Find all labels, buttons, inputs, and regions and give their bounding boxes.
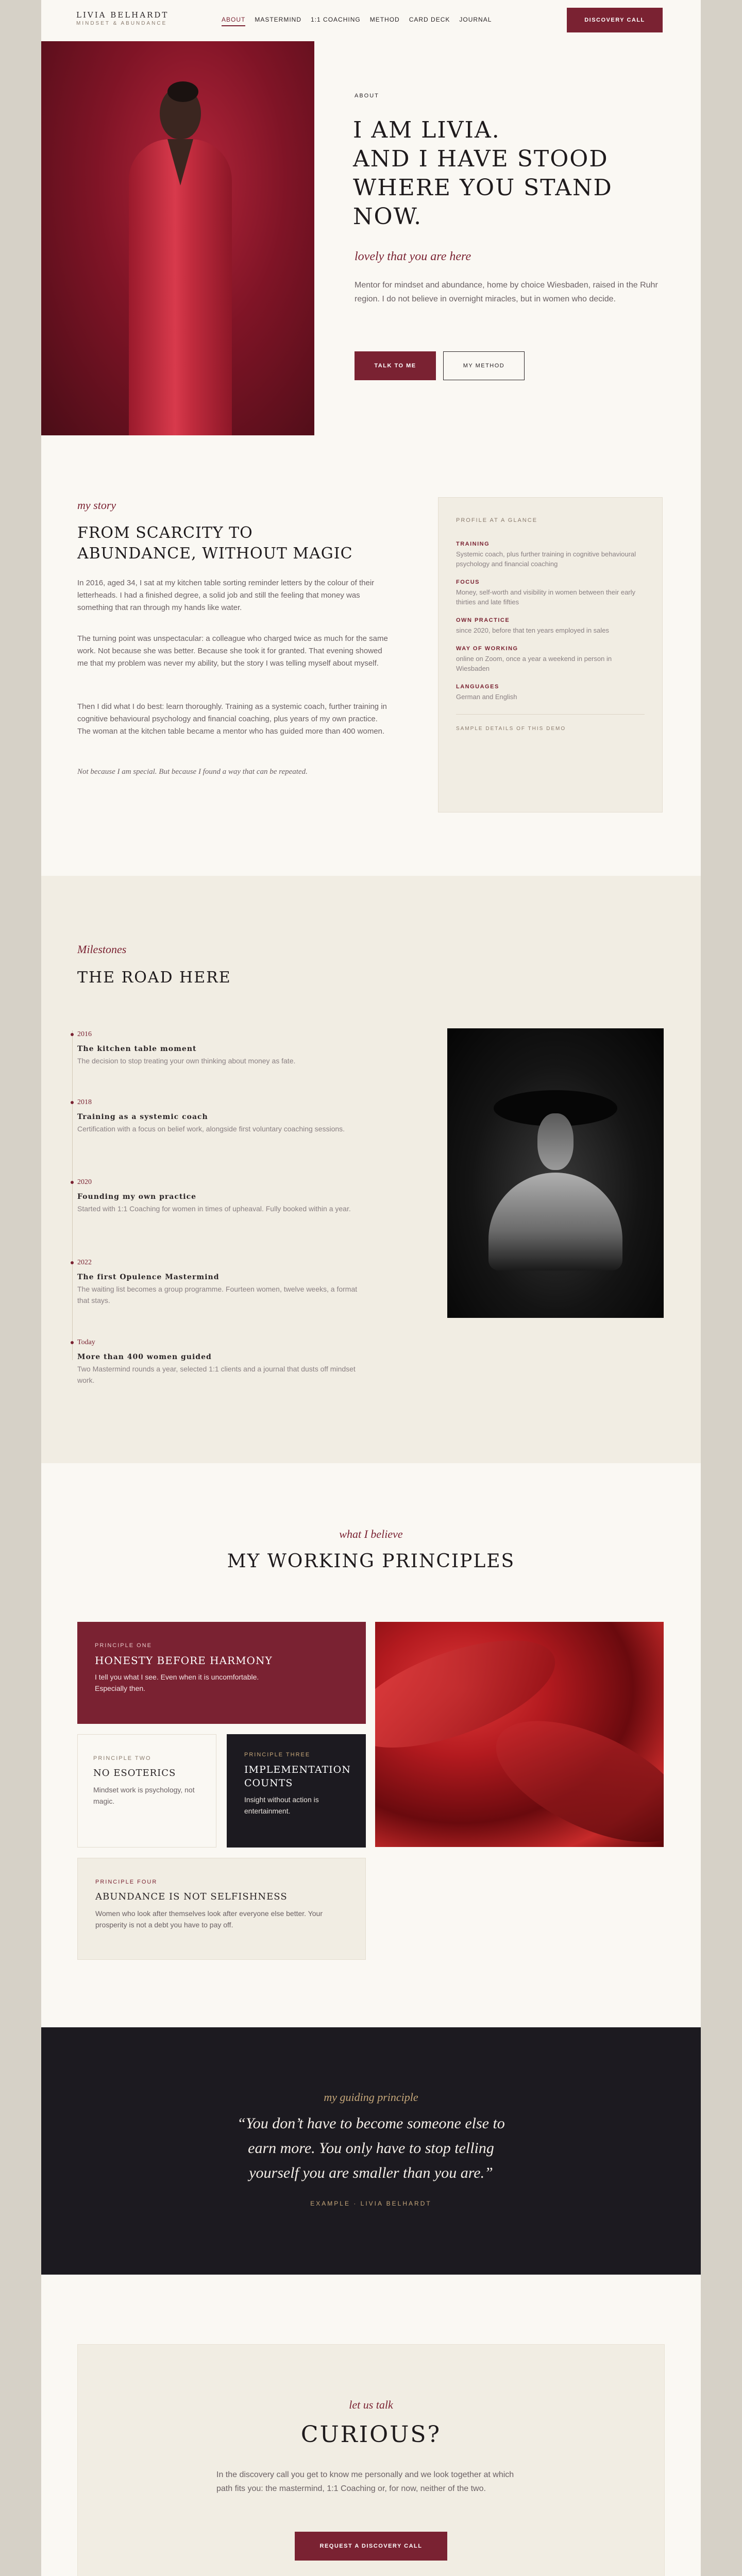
principle-card-three <box>227 1734 366 1848</box>
principle-desc: I tell you what I see. Even when it is uncomfortable. Especially then. <box>95 1673 259 1692</box>
profile-heading: PROFILE AT A GLANCE <box>456 517 538 523</box>
milestone-dot <box>71 1341 74 1344</box>
hero-title-line-2: AND I HAVE STOOD <box>353 146 609 172</box>
principles-red-fabric-image <box>375 1622 664 1847</box>
quote-line-3: yourself you are smaller than you are.” <box>249 2164 493 2181</box>
cta-body: In the discovery call you get to know me personally and we look together at which path fits you: the mastermind, 1:1 Coaching or, for now, neither of the two. <box>216 2470 514 2493</box>
hero-portrait <box>41 41 314 435</box>
milestone-title: More than 400 women guided <box>77 1353 212 1361</box>
milestone-title: The first Opulence Mastermind <box>77 1273 220 1281</box>
profile-item-languages-value: German and English <box>456 693 517 701</box>
milestone-desc: The waiting list becomes a group programme. Fourteen women, twelve weeks, a format that stays. <box>77 1285 358 1304</box>
milestone-dot <box>71 1033 74 1036</box>
quote-eyebrow: my guiding principle <box>324 2091 418 2104</box>
profile-footer: SAMPLE DETAILS OF THIS DEMO <box>456 726 566 732</box>
guiding-quote <box>41 2111 701 2185</box>
profile-item-working-label: WAY OF WORKING <box>456 646 518 652</box>
milestone-year: 2018 <box>77 1098 92 1106</box>
cta-request-discovery-call-button[interactable]: REQUEST A DISCOVERY CALL <box>295 2532 447 2561</box>
story-paragraph-1: In 2016, aged 34, I sat at my kitchen table sorting reminder letters by the colour of their letterheads. I had a finished degree, a solid job and still the feeling that money was something that ran through my hands like water. <box>77 579 375 612</box>
hero-eyebrow: ABOUT <box>355 93 379 99</box>
milestone-desc: The decision to stop treating your own thinking about money as fate. <box>77 1057 296 1065</box>
story-title-line-2: ABUNDANCE, WITHOUT MAGIC <box>77 545 353 563</box>
principle-desc: Insight without action is entertainment. <box>244 1795 319 1815</box>
timeline-line <box>72 1030 73 1360</box>
hero-title <box>353 116 613 231</box>
milestone-year: 2020 <box>77 1178 92 1186</box>
profile-item-training-label: TRAINING <box>456 541 490 547</box>
hero-subtitle: lovely that you are here <box>355 250 471 263</box>
photo-shoulders <box>488 1173 622 1270</box>
header-discovery-call-button[interactable]: DISCOVERY CALL <box>567 8 663 32</box>
profile-item-languages-label: LANGUAGES <box>456 684 499 690</box>
cta-title: CURIOUS? <box>300 2421 442 2448</box>
milestone-2020 <box>77 1178 366 1214</box>
milestone-dot <box>71 1261 74 1264</box>
hero-title-line-4: NOW. <box>353 204 423 230</box>
milestone-title: The kitchen table moment <box>77 1045 197 1053</box>
site-header <box>41 0 701 41</box>
fabric-fold-2 <box>479 1696 664 1847</box>
principle-label: PRINCIPLE TWO <box>93 1755 151 1761</box>
story-quote: Not because I am special. But because I found a way that can be repeated. <box>77 768 308 776</box>
nav-about[interactable]: ABOUT <box>222 16 245 26</box>
profile-item-practice-value: since 2020, before that ten years employed in sales <box>456 626 610 634</box>
principle-title: NO ESOTERICS <box>93 1768 176 1778</box>
hero-title-line-3: WHERE YOU STAND <box>353 175 613 201</box>
story-paragraph-2: The turning point was unspectacular: a colleague who charged twice as much for the same work. Not because she was better. Because she took it for granted. That evening showed me that my problem was never my ability, but the story I was telling myself about myself. <box>77 634 388 668</box>
brand-tagline: MINDSET & ABUNDANCE <box>76 21 167 26</box>
principle-title: ABUNDANCE IS NOT SELFISHNESS <box>95 1891 288 1902</box>
principle-desc: Women who look after themselves look after everyone else better. Your prosperity is not a debt you have to pay off. <box>95 1909 323 1929</box>
milestone-today <box>77 1338 366 1386</box>
quote-attribution: EXAMPLE · LIVIA BELHARDT <box>310 2200 432 2207</box>
story-title <box>77 523 353 564</box>
brand-name[interactable]: LIVIA BELHARDT <box>76 10 169 20</box>
milestones-photo <box>447 1028 664 1318</box>
nav-card-deck[interactable]: CARD DECK <box>409 16 450 23</box>
story-title-line-1: FROM SCARCITY TO <box>77 524 253 542</box>
my-method-button[interactable]: MY METHOD <box>443 351 525 380</box>
principle-desc: Mindset work is psychology, not magic. <box>93 1786 195 1805</box>
milestone-2016 <box>77 1030 366 1066</box>
hero-title-line-1: I AM LIVIA. <box>353 117 500 143</box>
principle-label: PRINCIPLE THREE <box>244 1752 311 1758</box>
portrait-figure <box>119 88 242 435</box>
profile-item-training-value: Systemic coach, plus further training in cognitive behavioural psychology and financial coaching <box>456 550 636 568</box>
milestones-title: THE ROAD HERE <box>77 969 231 987</box>
milestone-2022 <box>77 1259 366 1306</box>
milestone-year: 2022 <box>77 1259 92 1266</box>
principle-card-one <box>77 1622 366 1724</box>
milestones-eyebrow: Milestones <box>77 943 127 956</box>
nav-method[interactable]: METHOD <box>369 16 400 23</box>
milestone-desc: Certification with a focus on belief work, alongside first voluntary coaching sessions. <box>77 1125 345 1133</box>
milestone-dot <box>71 1181 74 1184</box>
principle-label: PRINCIPLE ONE <box>95 1642 152 1649</box>
story-paragraph-3: Then I did what I do best: learn thoroughly. Training as a systemic coach, further training in cognitive behavioural psychology and financial coaching, plus years of my own practice. The woman at the kitchen table became a mentor who has guided more than 400 women. <box>77 702 387 736</box>
milestone-desc: Two Mastermind rounds a year, selected 1:1 clients and a journal that dusts off mindset work. <box>77 1365 356 1384</box>
page <box>41 0 701 2576</box>
milestone-2018 <box>77 1098 366 1134</box>
quote-line-1: “You don’t have to become someone else to <box>237 2115 505 2132</box>
profile-card <box>438 497 663 812</box>
milestone-title: Founding my own practice <box>77 1193 197 1201</box>
profile-item-focus-value: Money, self-worth and visibility in women between their early thirties and late fifties <box>456 588 636 606</box>
quote-line-2: earn more. You only have to stop telling <box>248 2140 494 2157</box>
milestone-year: 2016 <box>77 1030 92 1038</box>
talk-to-me-button[interactable]: TALK TO ME <box>355 351 436 380</box>
milestone-year: Today <box>77 1338 95 1346</box>
principle-label: PRINCIPLE FOUR <box>95 1879 158 1885</box>
principles-eyebrow: what I believe <box>339 1528 403 1540</box>
nav-mastermind[interactable]: MASTERMIND <box>255 16 302 23</box>
profile-divider <box>456 714 645 715</box>
nav-journal[interactable]: JOURNAL <box>459 16 492 23</box>
principles-title: MY WORKING PRINCIPLES <box>227 1551 515 1572</box>
principle-card-two <box>77 1734 216 1848</box>
photo-face <box>537 1113 574 1170</box>
milestone-desc: Started with 1:1 Coaching for women in times of upheaval. Fully booked within a year. <box>77 1205 351 1213</box>
milestone-title: Training as a systemic coach <box>77 1113 208 1121</box>
principle-title: HONESTY BEFORE HARMONY <box>95 1654 273 1667</box>
story-eyebrow: my story <box>77 499 116 512</box>
cta-eyebrow: let us talk <box>349 2398 393 2411</box>
principle-title: IMPLEMENTATION COUNTS <box>244 1764 351 1789</box>
profile-item-focus-label: FOCUS <box>456 579 480 585</box>
principle-card-four <box>77 1858 366 1960</box>
profile-item-working-value: online on Zoom, once a year a weekend in person in Wiesbaden <box>456 655 612 672</box>
portrait-hair <box>167 81 198 102</box>
hero-body: Mentor for mindset and abundance, home by choice Wiesbaden, raised in the Ruhr region. I do not believe in overnight miracles, but in women who decide. <box>355 281 658 303</box>
milestone-dot <box>71 1101 74 1104</box>
main-nav <box>222 16 501 26</box>
nav-coaching[interactable]: 1:1 COACHING <box>311 16 361 23</box>
profile-item-practice-label: OWN PRACTICE <box>456 617 510 623</box>
